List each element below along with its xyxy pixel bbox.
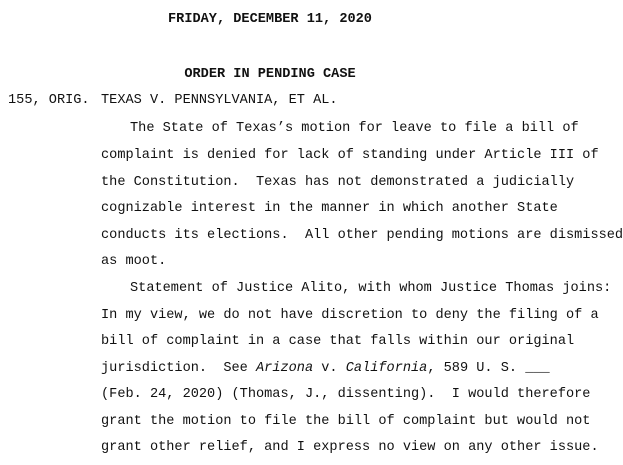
statement-line: grant the motion to file the bill of complaint but would not (101, 414, 591, 429)
document-heading: ORDER IN PENDING CASE (184, 67, 356, 82)
statement-line: (Feb. 24, 2020) (Thomas, J., dissenting). I would therefore (101, 387, 591, 402)
statement-line: jurisdiction. See (101, 361, 256, 376)
citation-reporter: , 589 U. S. ___ (427, 361, 550, 376)
order-line: complaint is denied for lack of standing under Article III of (101, 148, 599, 163)
statement-line: grant other relief, and I express no view on any other issue. (101, 440, 599, 455)
order-line: as moot. (101, 254, 167, 269)
case-title: TEXAS V. PENNSYLVANIA, ET AL. (101, 93, 338, 108)
order-line: conducts its elections. All other pending motions are dismissed (101, 228, 623, 243)
order-line: cognizable interest in the manner in which another State (101, 201, 558, 216)
statement-line: Statement of Justice Alito, with whom Justice Thomas joins: (130, 281, 612, 296)
order-line: the Constitution. Texas has not demonstrated a judicially (101, 175, 575, 190)
case-name-california: California (345, 361, 428, 376)
case-name-arizona: Arizona (256, 361, 314, 376)
statement-line: bill of complaint in a case that falls within our original (101, 334, 575, 349)
citation-v: v. (313, 361, 346, 376)
statement-citation-line (101, 360, 550, 378)
document-date: FRIDAY, DECEMBER 11, 2020 (168, 12, 372, 27)
statement-line: In my view, we do not have discretion to deny the filing of a (101, 308, 599, 323)
order-line: The State of Texas’s motion for leave to file a bill of (130, 121, 579, 136)
case-number: 155, ORIG. (8, 93, 90, 108)
